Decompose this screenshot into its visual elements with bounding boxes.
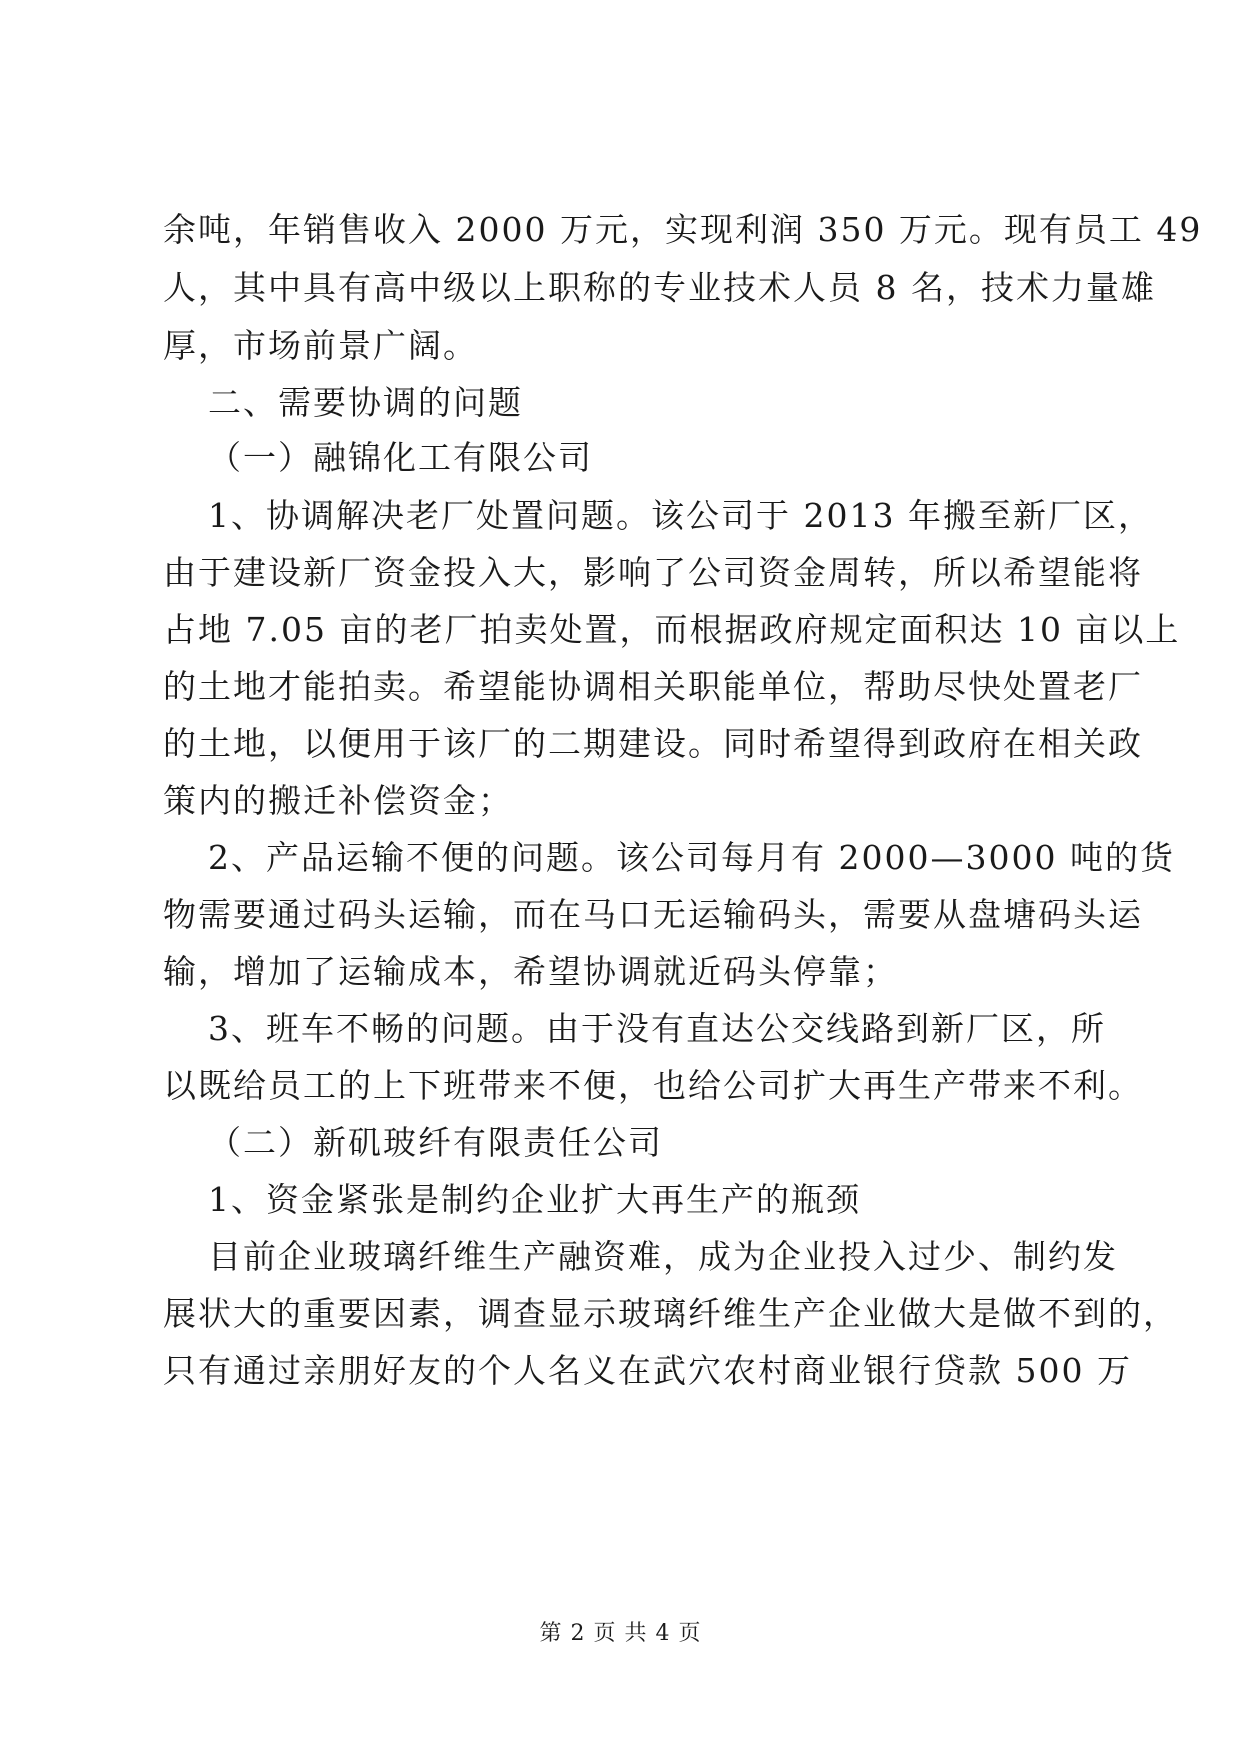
body-text-line: 2、产品运输不便的问题。该公司每月有 2000—3000 吨的货 — [208, 838, 1175, 877]
body-text-line: 由于建设新厂资金投入大，影响了公司资金周转，所以希望能将 — [163, 553, 1143, 592]
body-text-line: 展状大的重要因素，调查显示玻璃纤维生产企业做大是做不到的， — [163, 1294, 1178, 1333]
body-text-line: 的土地才能拍卖。希望能协调相关职能单位，帮助尽快处置老厂 — [163, 667, 1143, 706]
section-heading: 二、需要协调的问题 — [208, 383, 523, 422]
body-text-line: 3、班车不畅的问题。由于没有直达公交线路到新厂区，所 — [208, 1009, 1106, 1048]
subsection-heading: （二）新矶玻纤有限责任公司 — [208, 1123, 663, 1162]
body-text-line: 输，增加了运输成本，希望协调就近码头停靠； — [163, 952, 898, 991]
body-text-line: 1、协调解决老厂处置问题。该公司于 2013 年搬至新厂区， — [208, 496, 1153, 535]
page-number-footer: 第 2 页 共 4 页 — [539, 1621, 702, 1646]
body-text-line: 目前企业玻璃纤维生产融资难，成为企业投入过少、制约发 — [208, 1237, 1118, 1276]
body-text-line: 1、资金紧张是制约企业扩大再生产的瓶颈 — [208, 1180, 861, 1219]
body-text-line: 的土地，以便用于该厂的二期建设。同时希望得到政府在相关政 — [163, 724, 1143, 763]
body-text-line: 厚，市场前景广阔。 — [163, 326, 478, 365]
body-text-line: 只有通过亲朋好友的个人名义在武穴农村商业银行贷款 500 万 — [163, 1351, 1132, 1390]
body-text-line: 占地 7.05 亩的老厂拍卖处置，而根据政府规定面积达 10 亩以上 — [163, 610, 1181, 649]
body-text-line: 人，其中具有高中级以上职称的专业技术人员 8 名，技术力量雄 — [163, 268, 1156, 307]
subsection-heading: （一）融锦化工有限公司 — [208, 438, 593, 477]
body-text-line: 以既给员工的上下班带来不便，也给公司扩大再生产带来不利。 — [163, 1066, 1143, 1105]
body-text-line: 物需要通过码头运输，而在马口无运输码头，需要从盘塘码头运 — [163, 895, 1143, 934]
body-text-line: 策内的搬迁补偿资金； — [163, 781, 513, 820]
body-text-line: 余吨，年销售收入 2000 万元，实现利润 350 万元。现有员工 49 — [163, 210, 1203, 249]
